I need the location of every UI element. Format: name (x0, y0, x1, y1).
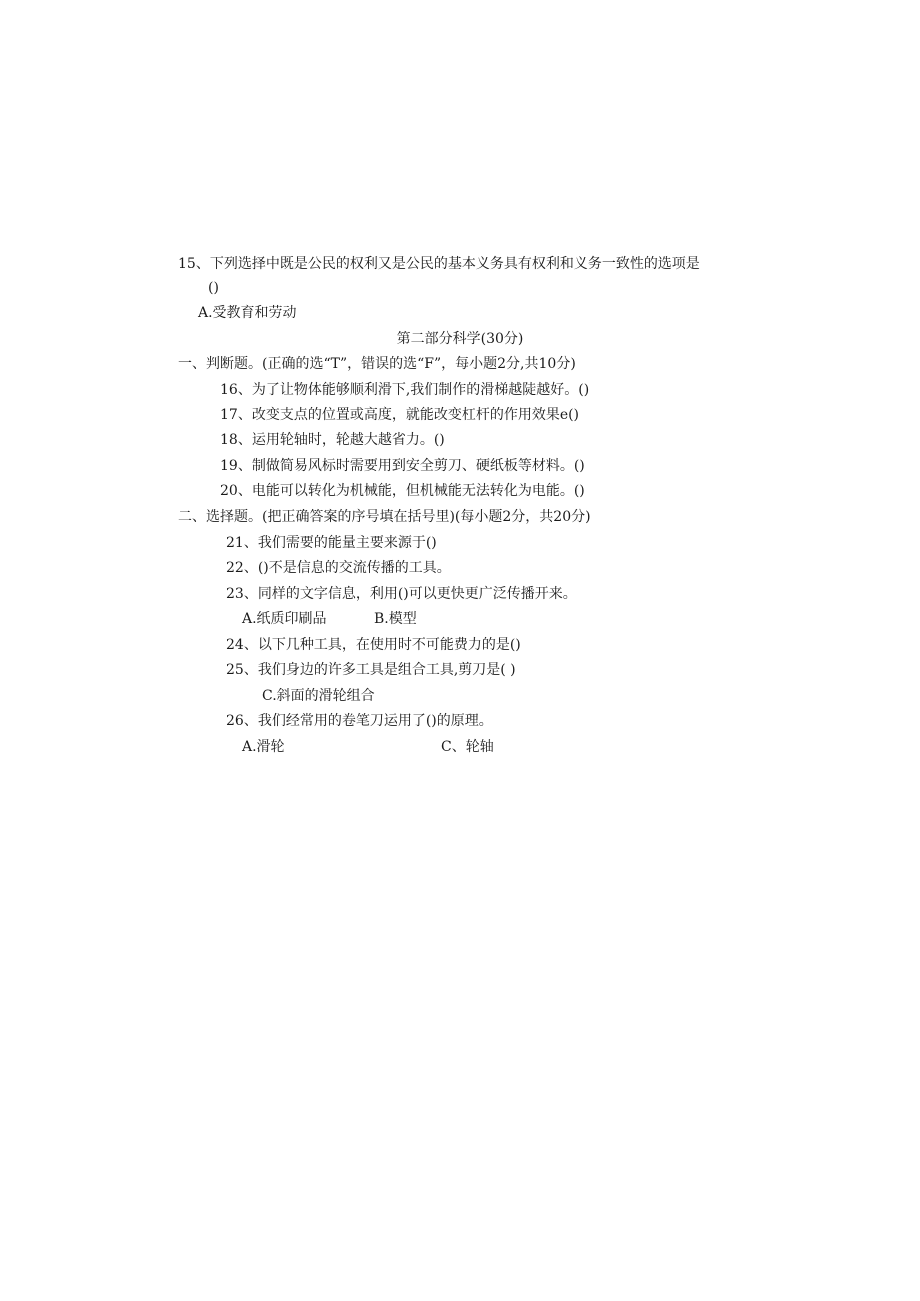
question-23: 23、同样的文字信息，利用()可以更快更广泛传播开来。 (226, 586, 577, 602)
question-25-option-c: C.斜面的滑轮组合 (262, 688, 375, 704)
question-16: 16、为了让物体能够顺利滑下,我们制作的滑梯越陡越好。() (220, 382, 590, 398)
question-22: 22、()不是信息的交流传播的工具。 (226, 560, 451, 576)
question-26: 26、我们经常用的卷笔刀运用了()的原理。 (226, 713, 493, 729)
question-15-option-a: A.受教育和劳动 (198, 305, 297, 321)
question-25: 25、我们身边的许多工具是组合工具,剪刀是( ) (226, 662, 516, 678)
question-26-option-c: C、轮轴 (441, 739, 494, 755)
question-20: 20、电能可以转化为机械能，但机械能无法转化为电能。() (220, 483, 585, 499)
question-23-option-b: B.模型 (374, 611, 417, 627)
question-15: 15、下列选择中既是公民的权利又是公民的基本义务具有权利和义务一致性的选项是 (178, 256, 700, 272)
question-17: 17、改变支点的位置或高度，就能改变杠杆的作用效果e() (220, 407, 580, 423)
question-21: 21、我们需要的能量主要来源于() (226, 535, 437, 551)
section-true-false-heading: 一、判断题。(正确的选“T”，错误的选“F”，每小题2分,共10分) (178, 356, 576, 372)
question-15-answer-paren: () (208, 280, 219, 296)
question-19: 19、制做简易风标时需要用到安全剪刀、硬纸板等材料。() (220, 458, 585, 474)
question-18: 18、运用轮轴时，轮越大越省力。() (220, 432, 445, 448)
part-two-title: 第二部分科学(30分) (396, 331, 524, 347)
question-23-option-a: A.纸质印刷品 (242, 611, 327, 627)
question-24: 24、以下几种工具，在使用时不可能费力的是() (226, 637, 521, 653)
question-26-option-a: A.滑轮 (242, 739, 285, 755)
section-multiple-choice-heading: 二、选择题。(把正确答案的序号填在括号里)(每小题2分，共20分) (178, 509, 591, 525)
